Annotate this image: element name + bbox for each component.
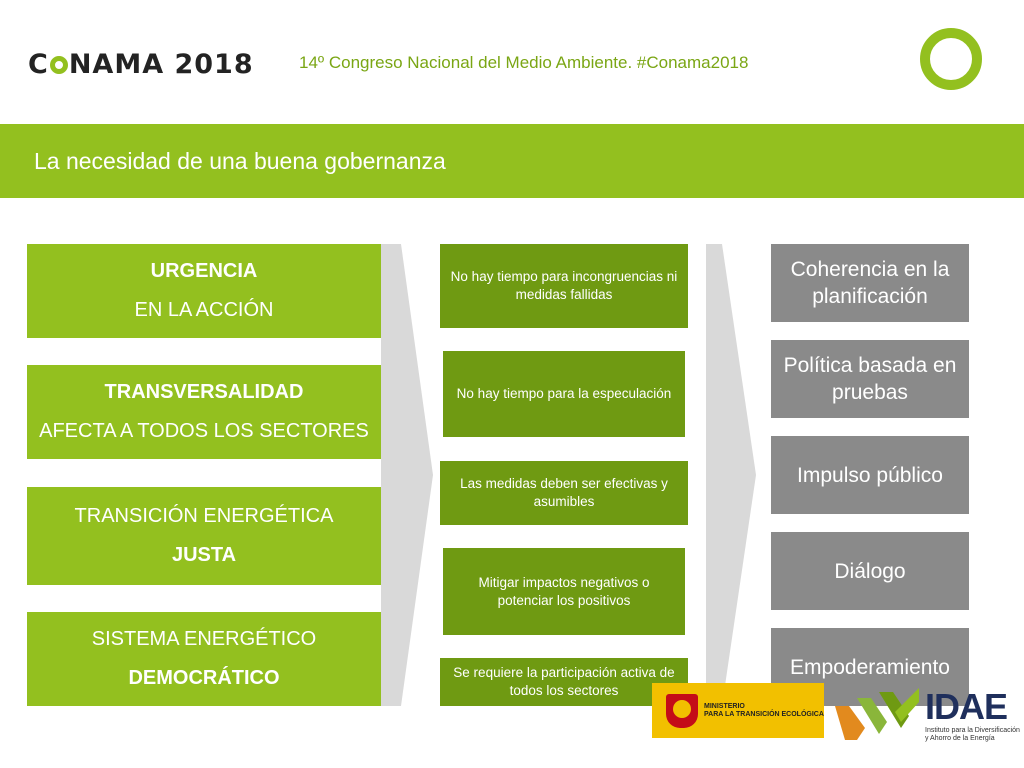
principle-subtext: TRANSICIÓN ENERGÉTICA bbox=[74, 505, 334, 527]
action-box-politica bbox=[771, 340, 969, 418]
consequence-box bbox=[440, 461, 688, 525]
action-text: Política basada en pruebas bbox=[783, 354, 957, 404]
action-box-dialogo bbox=[771, 532, 969, 610]
principle-box-urgencia bbox=[27, 244, 381, 338]
logo-text: NAMA 2018 bbox=[68, 48, 254, 80]
principle-heading: JUSTA bbox=[171, 544, 237, 566]
consequence-text: Se requiere la participación activa de todos los sectores bbox=[453, 665, 675, 698]
chevron-arrow-1 bbox=[381, 244, 433, 706]
principle-heading: TRANSVERSALIDAD bbox=[104, 381, 304, 403]
action-text: Impulso público bbox=[797, 463, 943, 487]
principle-subtext: EN LA ACCIÓN bbox=[134, 299, 274, 321]
principle-subtext: SISTEMA ENERGÉTICO bbox=[91, 628, 317, 650]
conama-logo bbox=[28, 47, 254, 81]
principle-heading: DEMOCRÁTICO bbox=[128, 667, 280, 689]
consequence-text: No hay tiempo para la especulación bbox=[456, 386, 672, 401]
consequence-text: Las medidas deben ser efectivas y asumibles bbox=[460, 476, 668, 509]
slide-title: La necesidad de una buena gobernanza bbox=[34, 148, 446, 174]
ministry-label-line: MINISTERIO bbox=[704, 702, 745, 710]
principle-subtext: AFECTA A TODOS LOS SECTORES bbox=[39, 420, 369, 442]
consequence-box bbox=[440, 658, 688, 706]
action-text: Diálogo bbox=[834, 559, 906, 583]
congress-subtitle: 14º Congreso Nacional del Medio Ambiente. #Conama2018 bbox=[299, 53, 749, 72]
coat-of-arms-icon bbox=[666, 694, 698, 728]
logo-ring-icon bbox=[50, 56, 68, 74]
action-text: Empoderamiento bbox=[790, 655, 950, 679]
consequence-box bbox=[440, 244, 688, 328]
consequence-text: Mitigar impactos negativos o potenciar los positivos bbox=[478, 574, 650, 608]
ring-logo-icon bbox=[920, 28, 982, 90]
action-box-coherencia bbox=[771, 244, 969, 322]
consequence-box bbox=[443, 548, 685, 635]
principle-heading: URGENCIA bbox=[150, 260, 258, 282]
logo-letter-c: C bbox=[28, 48, 49, 80]
consequence-text: No hay tiempo para incongruencias ni medidas fallidas bbox=[450, 269, 678, 302]
ministry-label bbox=[704, 703, 824, 719]
principle-box-transicion bbox=[27, 487, 381, 585]
principle-box-transversalidad bbox=[27, 365, 381, 459]
consequence-box bbox=[443, 351, 685, 437]
chevron-arrow-2 bbox=[706, 244, 758, 706]
ministry-label-line: PARA LA TRANSICIÓN ECOLÓGICA bbox=[704, 710, 824, 718]
idae-subtitle: Instituto para la Diversificación y Ahorro de la Energía bbox=[925, 727, 1020, 742]
idae-mark-icon bbox=[835, 688, 919, 740]
title-band bbox=[0, 124, 1024, 198]
action-box-impulso bbox=[771, 436, 969, 514]
principle-box-sistema bbox=[27, 612, 381, 706]
action-text: Coherencia en la planificación bbox=[790, 258, 950, 308]
ministry-logo bbox=[652, 683, 824, 738]
idae-logo-text: IDAE bbox=[925, 686, 1008, 727]
